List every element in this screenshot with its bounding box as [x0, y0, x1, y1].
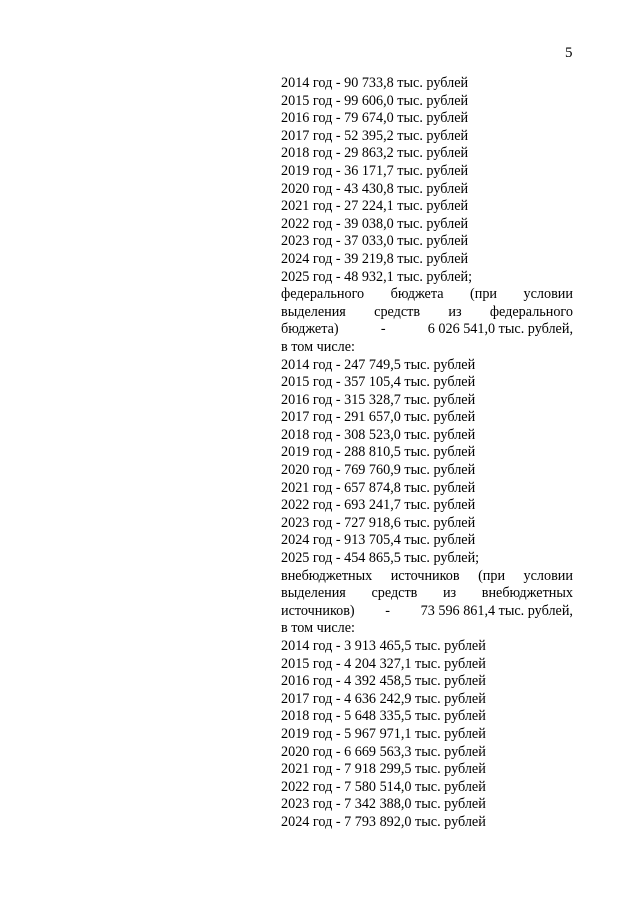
year-amount-line: 2016 год - 315 328,7 тыс. рублей [281, 391, 476, 408]
year-amount-line: 2020 год - 43 430,8 тыс. рублей [281, 180, 469, 197]
year-amount-line: 2015 год - 99 606,0 тыс. рублей [281, 92, 469, 109]
extrabudgetary-years-list [281, 638, 573, 832]
federal-heading [281, 286, 573, 339]
heading-word: (при [478, 567, 506, 584]
heading-word: средств [374, 303, 421, 320]
year-amount-line: 2022 год - 693 241,7 тыс. рублей [281, 497, 476, 514]
year-amount-line: 2020 год - 6 669 563,3 тыс. рублей [281, 743, 486, 760]
heading-word: источников) [281, 602, 355, 619]
year-amount-line: 2023 год - 37 033,0 тыс. рублей [281, 233, 469, 250]
justified-heading-line [281, 568, 573, 586]
federal-including-label: в том числе: [281, 338, 355, 355]
heading-word: выделения [281, 585, 346, 602]
year-amount-line: 2017 год - 52 395,2 тыс. рублей [281, 127, 469, 144]
year-amount-line: 2021 год - 27 224,1 тыс. рублей [281, 198, 469, 215]
year-amount-line: 2020 год - 769 760,9 тыс. рублей [281, 462, 476, 479]
year-amount-line: 2019 год - 288 810,5 тыс. рублей [281, 444, 476, 461]
justified-heading-line [281, 321, 573, 339]
federal-years-list [281, 357, 573, 568]
heading-word: - [380, 321, 386, 338]
year-amount-line: 2025 год - 48 932,1 тыс. рублей; [281, 268, 473, 285]
year-amount-line: 2021 год - 657 874,8 тыс. рублей [281, 479, 476, 496]
heading-word: условии [523, 567, 573, 584]
heading-word: внебюджетных [481, 585, 573, 602]
heading-word: из [442, 585, 457, 602]
year-amount-line: 2018 год - 308 523,0 тыс. рублей [281, 426, 476, 443]
year-amount-line: 2022 год - 39 038,0 тыс. рублей [281, 215, 469, 232]
year-amount-line: 2024 год - 39 219,8 тыс. рублей [281, 250, 469, 267]
heading-word: из [448, 303, 462, 320]
page-number: 5 [565, 45, 573, 61]
year-amount-line: 2023 год - 7 342 388,0 тыс. рублей [281, 796, 486, 813]
heading-word: средств [371, 585, 418, 602]
year-amount-line: 2025 год - 454 865,5 тыс. рублей; [281, 550, 480, 567]
year-amount-line: 2017 год - 291 657,0 тыс. рублей [281, 409, 476, 426]
year-amount-line: 2016 год - 79 674,0 тыс. рублей [281, 110, 469, 127]
justified-heading-line [281, 286, 573, 304]
year-amount-line: 2016 год - 4 392 458,5 тыс. рублей [281, 673, 486, 690]
year-amount-line: 2021 год - 7 918 299,5 тыс. рублей [281, 761, 486, 778]
heading-word: бюджета [390, 286, 444, 303]
year-amount-line: 2018 год - 29 863,2 тыс. рублей [281, 145, 469, 162]
extrabudgetary-heading [281, 568, 573, 621]
heading-word: внебюджетных [281, 567, 373, 584]
heading-word: (при [470, 286, 498, 303]
year-amount-line: 2018 год - 5 648 335,5 тыс. рублей [281, 708, 486, 725]
heading-word: 73 596 861,4 тыс. рублей, [420, 602, 573, 619]
heading-word: бюджета) [281, 321, 339, 338]
year-amount-line: 2024 год - 7 793 892,0 тыс. рублей [281, 813, 486, 830]
year-amount-line: 2019 год - 5 967 971,1 тыс. рублей [281, 725, 486, 742]
year-amount-line: 2015 год - 357 105,4 тыс. рублей [281, 374, 476, 391]
year-amount-line: 2017 год - 4 636 242,9 тыс. рублей [281, 690, 486, 707]
year-amount-line: 2023 год - 727 918,6 тыс. рублей [281, 514, 476, 531]
year-amount-line: 2019 год - 36 171,7 тыс. рублей [281, 162, 469, 179]
year-amount-line: 2015 год - 4 204 327,1 тыс. рублей [281, 655, 486, 672]
document-body [281, 75, 573, 832]
year-amount-line: 2014 год - 247 749,5 тыс. рублей [281, 356, 476, 373]
year-amount-line: 2022 год - 7 580 514,0 тыс. рублей [281, 778, 486, 795]
year-amount-line: 2014 год - 3 913 465,5 тыс. рублей [281, 638, 486, 654]
heading-word: 6 026 541,0 тыс. рублей, [427, 321, 573, 338]
year-amount-line: 2014 год - 90 733,8 тыс. рублей [281, 75, 469, 91]
heading-word: федерального [489, 303, 573, 320]
heading-word: - [385, 602, 390, 619]
heading-word: выделения [281, 303, 346, 320]
justified-heading-line [281, 585, 573, 603]
regional-years-list [281, 75, 573, 286]
year-amount-line: 2024 год - 913 705,4 тыс. рублей [281, 532, 476, 549]
justified-heading-line [281, 603, 573, 621]
heading-word: условии [523, 286, 573, 303]
heading-word: источников [390, 567, 460, 584]
heading-word: федерального [281, 286, 365, 303]
justified-heading-line [281, 304, 573, 322]
extrabudgetary-including-label: в том числе: [281, 620, 355, 637]
